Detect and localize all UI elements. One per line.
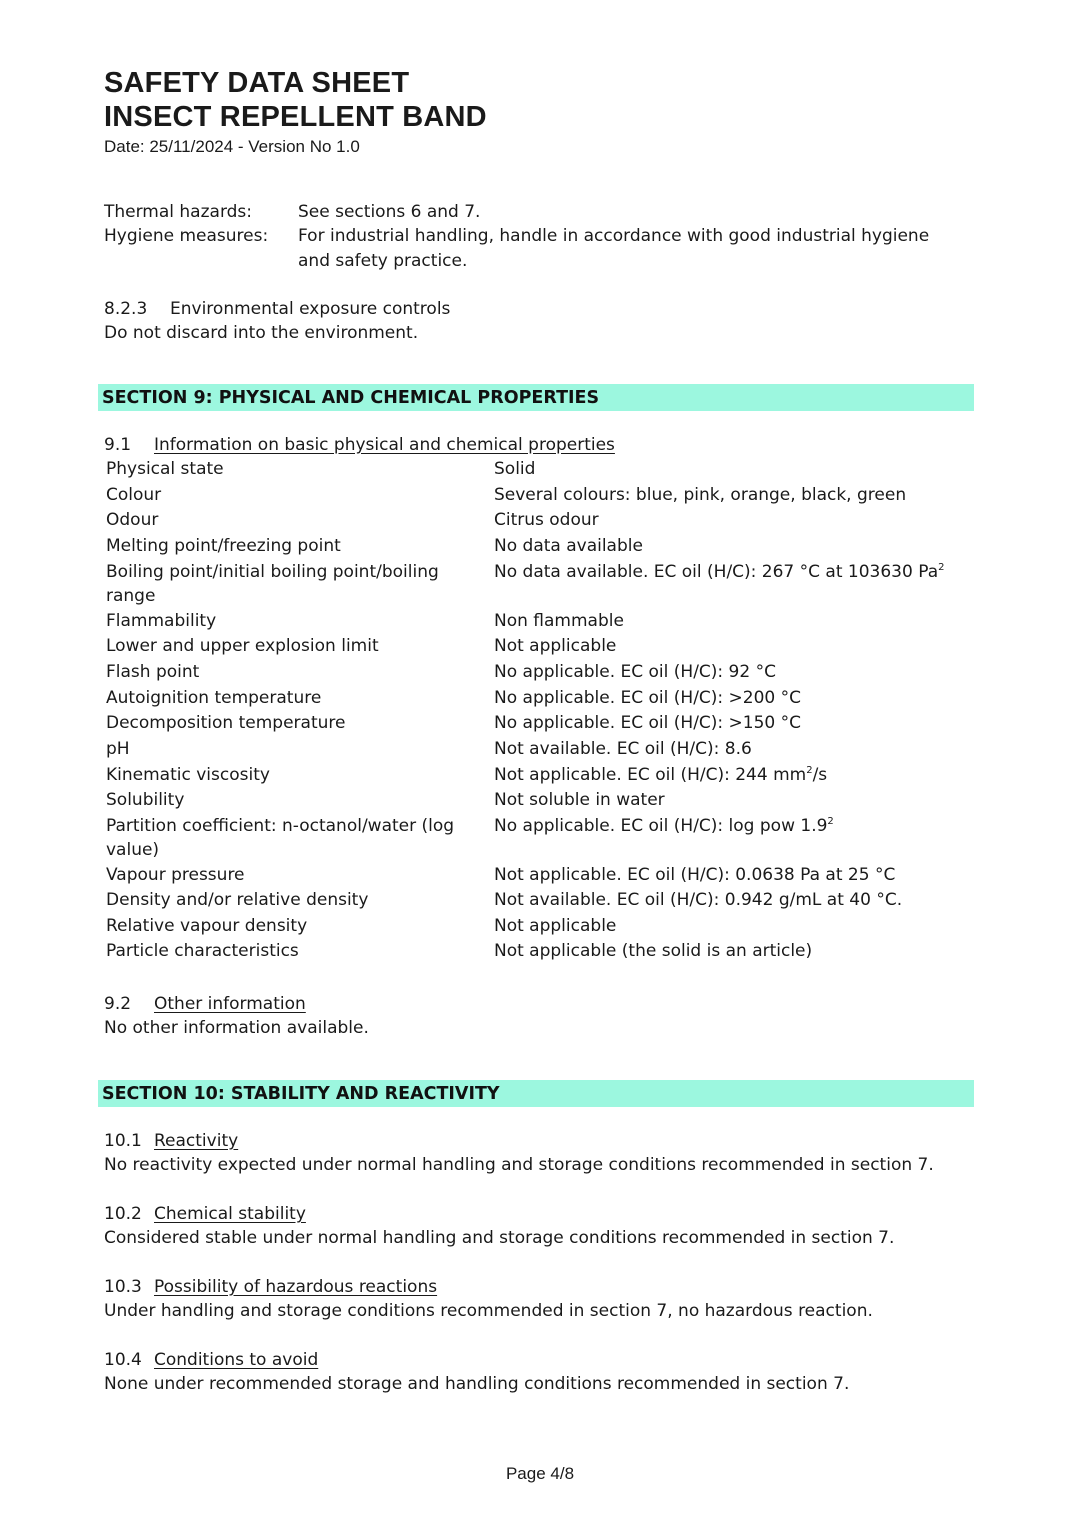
property-value-text: Not applicable. EC oil (H/C): 244 mm (494, 764, 807, 785)
property-name: Boiling point/initial boiling point/boiling range (106, 561, 439, 606)
property-value: Solid (494, 459, 536, 479)
env-controls-text: Do not discard into the environment. (104, 323, 419, 343)
hygiene-measures-value: For industrial handling, handle in accordance with good industrial hygiene and safety practice. (298, 226, 930, 271)
property-name: Odour (106, 510, 159, 530)
page-number: Page 4/8 (505, 1464, 575, 1483)
property-name: Physical state (106, 459, 224, 479)
property-name: Flash point (106, 661, 200, 682)
property-name: Vapour pressure (106, 864, 245, 885)
footnote-ref: 2 (938, 561, 945, 573)
property-name: Partition coefficient: n-octanol/water (log value) (106, 815, 455, 860)
subsection-title: Possibility of hazardous reactions (154, 1277, 438, 1297)
property-value: No applicable. EC oil (H/C): >200 °C (494, 687, 802, 708)
property-value-text: No applicable. EC oil (H/C): log pow 1.9 (494, 815, 828, 836)
property-value: Not applicable (the solid is an article) (494, 941, 813, 961)
subsection-number: 10.2 (104, 1204, 142, 1224)
subsection-10-3 (104, 1275, 437, 1299)
thermal-hazards-label: Thermal hazards: (104, 202, 253, 222)
property-name: Kinematic viscosity (106, 764, 270, 785)
document-title: SAFETY DATA SHEET (104, 67, 410, 99)
subsection-number: 9.1 (104, 435, 132, 455)
hygiene-measures-label: Hygiene measures: (104, 226, 269, 246)
property-name: Lower and upper explosion limit (106, 636, 379, 656)
property-name: Decomposition temperature (106, 713, 346, 733)
property-name: pH (106, 738, 130, 759)
date-version: Date: 25/11/2024 - Version No 1.0 (104, 137, 360, 156)
product-name: INSECT REPELLENT BAND (104, 101, 487, 133)
property-value: No applicable. EC oil (H/C): >150 °C (494, 713, 802, 733)
property-value: Not soluble in water (494, 790, 665, 810)
subsection-10-4 (104, 1348, 318, 1372)
property-value (494, 763, 964, 788)
subsection-number: 10.3 (104, 1277, 142, 1297)
subsection-title: Chemical stability (154, 1204, 306, 1224)
property-value: Not available. EC oil (H/C): 8.6 (494, 738, 752, 759)
thermal-hazards-row (104, 200, 944, 225)
property-name: Melting point/freezing point (106, 536, 341, 556)
other-information-text: No other information available. (104, 1018, 369, 1038)
footnote-ref: 2 (806, 764, 813, 776)
document-header (104, 66, 487, 158)
property-value (494, 814, 964, 839)
property-value (494, 560, 964, 585)
property-name: Flammability (106, 611, 217, 631)
subsection-number: 10.4 (104, 1350, 142, 1370)
section-9-heading: SECTION 9: PHYSICAL AND CHEMICAL PROPERTIES (98, 384, 974, 411)
subsection-9-2 (104, 992, 306, 1016)
property-value: No data available (494, 536, 643, 556)
subsection-text: Under handling and storage conditions recommended in section 7, no hazardous reaction. (104, 1301, 873, 1321)
subsection-title: Conditions to avoid (154, 1350, 319, 1370)
property-value: Not applicable. EC oil (H/C): 0.0638 Pa at 25 °C (494, 864, 896, 885)
subsection-10-1 (104, 1129, 238, 1153)
property-value: Not available. EC oil (H/C): 0.942 g/mL at 40 °C. (494, 890, 903, 910)
subsection-9-1 (104, 433, 615, 457)
env-controls-heading (104, 297, 450, 322)
env-controls-number: 8.2.3 (104, 299, 148, 319)
property-name: Solubility (106, 790, 185, 810)
property-value: Non flammable (494, 611, 624, 631)
property-value: No applicable. EC oil (H/C): 92 °C (494, 661, 776, 682)
subsection-10-2 (104, 1202, 306, 1226)
subsection-text: No reactivity expected under normal handling and storage conditions recommended in section 7. (104, 1155, 934, 1175)
subsection-text: None under recommended storage and handling conditions recommended in section 7. (104, 1374, 850, 1394)
property-name: Autoignition temperature (106, 687, 322, 708)
footnote-ref: 2 (827, 815, 834, 827)
subsection-number: 10.1 (104, 1131, 142, 1151)
subsection-title: Reactivity (154, 1131, 239, 1151)
property-value: Several colours: blue, pink, orange, black, green (494, 484, 907, 505)
property-name: Density and/or relative density (106, 890, 369, 910)
property-name: Relative vapour density (106, 915, 308, 936)
subsection-text: Considered stable under normal handling and storage conditions recommended in section 7. (104, 1228, 895, 1248)
subsection-number: 9.2 (104, 994, 132, 1014)
hygiene-measures-row (104, 224, 944, 274)
property-value: Not applicable (494, 915, 617, 936)
property-value: Citrus odour (494, 510, 599, 530)
env-controls-title: Environmental exposure controls (170, 299, 451, 319)
subsection-title: Information on basic physical and chemical properties (154, 435, 615, 455)
subsection-title: Other information (154, 994, 306, 1014)
property-name: Colour (106, 484, 162, 505)
section-10-heading: SECTION 10: STABILITY AND REACTIVITY (98, 1080, 974, 1107)
property-value-tail: /s (812, 764, 828, 785)
thermal-hazards-value: See sections 6 and 7. (298, 202, 481, 222)
property-name: Particle characteristics (106, 941, 299, 961)
property-value-text: No data available. EC oil (H/C): 267 °C at 103630 Pa (494, 561, 939, 582)
property-value: Not applicable (494, 636, 617, 656)
